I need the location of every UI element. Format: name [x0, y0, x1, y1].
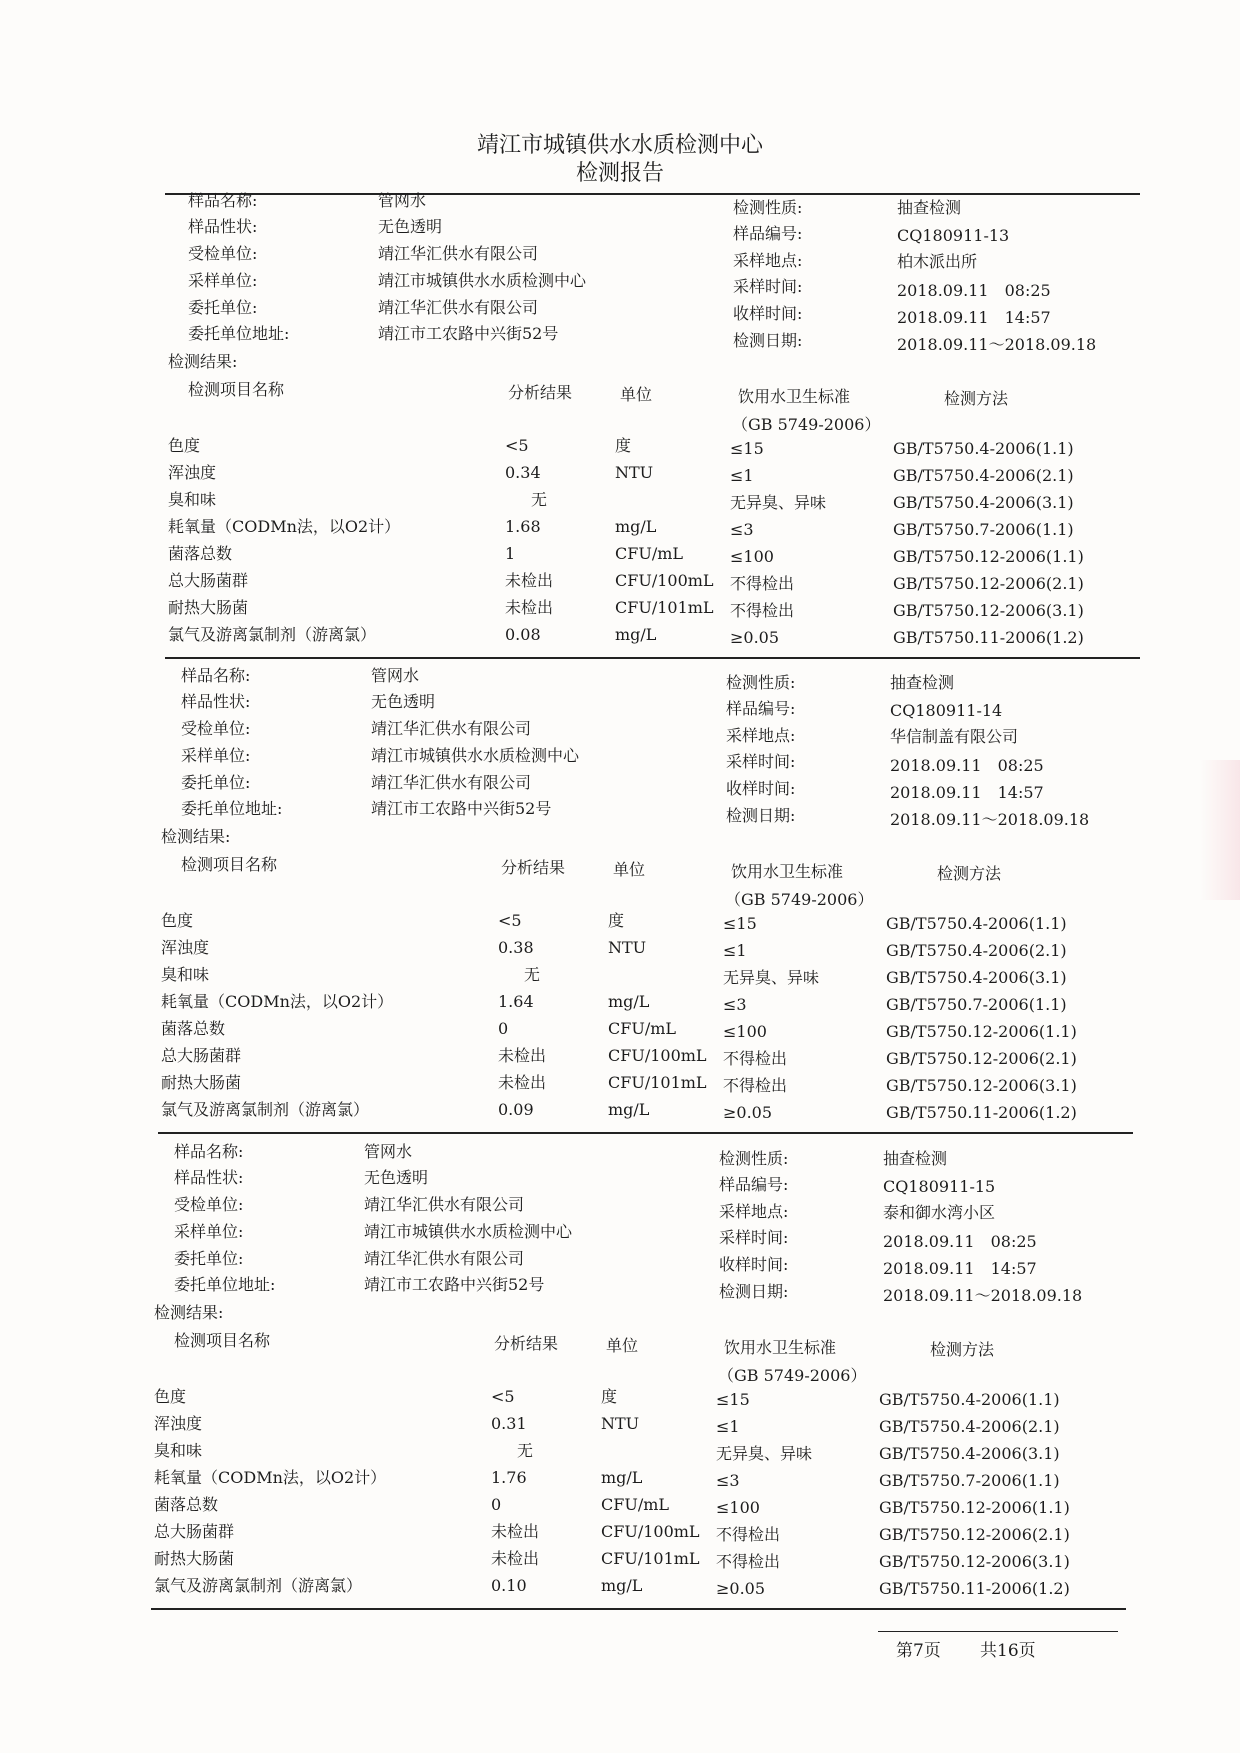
row-std: ≤1	[730, 466, 754, 485]
row-unit: mg/L	[601, 1468, 643, 1487]
col-item-header: 检测项目名称	[181, 855, 278, 874]
client-unit-value: 靖江华汇供水有限公司	[364, 1249, 525, 1268]
sample-no-label: 样品编号:	[733, 224, 803, 243]
row-unit: CFU/100mL	[601, 1522, 700, 1541]
test-nature-label: 检测性质:	[733, 198, 803, 217]
test-nature-label: 检测性质:	[719, 1149, 789, 1168]
row-std: ≤1	[716, 1417, 740, 1436]
sample-no-value: CQ180911-14	[890, 701, 1003, 720]
row-result: 0.34	[505, 463, 541, 482]
row-result: 0	[491, 1495, 502, 1514]
sample-char-label: 样品性状:	[181, 692, 251, 711]
row-unit: CFU/101mL	[615, 598, 714, 617]
row-method: GB/T5750.4-2006(3.1)	[893, 493, 1074, 512]
row-method: GB/T5750.7-2006(1.1)	[886, 995, 1067, 1014]
row-std: ≤100	[730, 547, 774, 566]
row-method: GB/T5750.12-2006(3.1)	[879, 1552, 1070, 1571]
row-item: 耐热大肠菌	[161, 1073, 242, 1092]
col-method-header: 检测方法	[944, 389, 1009, 408]
row-item: 耗氧量（CODMn法，以O2计）	[161, 992, 394, 1011]
row-item: 色度	[168, 436, 201, 455]
test-nature-value: 抽查检测	[883, 1149, 948, 1168]
row-item: 菌落总数	[161, 1019, 226, 1038]
col-method-header: 检测方法	[937, 864, 1002, 883]
test-date-value: 2018.09.11～2018.09.18	[883, 1286, 1083, 1305]
sampling-unit-label: 采样单位:	[174, 1222, 244, 1241]
client-unit-label: 委托单位:	[174, 1249, 244, 1268]
row-item: 浑浊度	[168, 463, 217, 482]
row-result: 1.68	[505, 517, 541, 536]
col-result-header: 分析结果	[508, 383, 573, 402]
row-result: 未检出	[498, 1046, 547, 1065]
row-std: ≤15	[723, 914, 757, 933]
client-address-label: 委托单位地址:	[188, 324, 290, 343]
sampling-time-value: 2018.09.11 08:25	[883, 1232, 1037, 1251]
sampling-unit-value: 靖江市城镇供水水质检测中心	[364, 1222, 573, 1241]
sample-no-value: CQ180911-13	[897, 226, 1010, 245]
row-result: 未检出	[491, 1549, 540, 1568]
test-date-label: 检测日期:	[733, 331, 803, 350]
row-item: 耐热大肠菌	[154, 1549, 235, 1568]
col-std-header: 饮用水卫生标准	[738, 387, 851, 406]
row-unit: 度	[601, 1387, 618, 1406]
receive-time-value: 2018.09.11 14:57	[890, 783, 1044, 802]
results-label: 检测结果:	[161, 827, 231, 846]
row-std: 不得检出	[723, 1076, 788, 1095]
row-result: 未检出	[498, 1073, 547, 1092]
col-std-header: 饮用水卫生标准	[724, 1338, 837, 1357]
sample-char-label: 样品性状:	[188, 217, 258, 236]
col-result-header: 分析结果	[494, 1334, 559, 1353]
page-number: 第7页	[896, 1641, 941, 1661]
row-unit: 度	[615, 436, 632, 455]
row-method: GB/T5750.4-2006(2.1)	[893, 466, 1074, 485]
row-std: 不得检出	[730, 574, 795, 593]
row-item: 耗氧量（CODMn法，以O2计）	[168, 517, 401, 536]
row-item: 臭和味	[161, 965, 210, 984]
client-address-label: 委托单位地址:	[174, 1275, 276, 1294]
test-date-label: 检测日期:	[726, 806, 796, 825]
row-item: 氯气及游离氯制剂（游离氯）	[154, 1576, 363, 1595]
sample-no-value: CQ180911-15	[883, 1177, 996, 1196]
sampling-site-value: 泰和御水湾小区	[883, 1203, 996, 1222]
col-std-subheader: （GB 5749-2006）	[725, 890, 874, 909]
row-std: ≤3	[723, 995, 747, 1014]
sampling-unit-label: 采样单位:	[181, 746, 251, 765]
row-result: 未检出	[505, 598, 554, 617]
row-method: GB/T5750.4-2006(1.1)	[893, 439, 1074, 458]
sample-no-label: 样品编号:	[719, 1175, 789, 1194]
receive-time-value: 2018.09.11 14:57	[883, 1259, 1037, 1278]
sampling-unit-value: 靖江市城镇供水水质检测中心	[371, 746, 580, 765]
row-result: <5	[491, 1387, 515, 1406]
row-item: 色度	[161, 911, 194, 930]
row-item: 色度	[154, 1387, 187, 1406]
client-unit-value: 靖江华汇供水有限公司	[371, 773, 532, 792]
row-method: GB/T5750.4-2006(2.1)	[886, 941, 1067, 960]
sample-char-value: 无色透明	[371, 692, 436, 711]
row-unit: 度	[608, 911, 625, 930]
row-unit: CFU/100mL	[608, 1046, 707, 1065]
sample-char-value: 无色透明	[364, 1168, 429, 1187]
row-result: 1.76	[491, 1468, 527, 1487]
row-std: 不得检出	[723, 1049, 788, 1068]
sampling-unit-label: 采样单位:	[188, 271, 258, 290]
row-result: 未检出	[491, 1522, 540, 1541]
row-item: 浑浊度	[161, 938, 210, 957]
row-method: GB/T5750.4-2006(1.1)	[886, 914, 1067, 933]
row-item: 浑浊度	[154, 1414, 203, 1433]
row-result: 0.38	[498, 938, 534, 957]
row-result: 未检出	[505, 571, 554, 590]
row-result: 1.64	[498, 992, 534, 1011]
sampling-site-label: 采样地点:	[726, 726, 796, 745]
client-address-label: 委托单位地址:	[181, 799, 283, 818]
col-std-subheader: （GB 5749-2006）	[732, 415, 881, 434]
row-result: 无	[524, 965, 541, 984]
row-item: 菌落总数	[168, 544, 233, 563]
row-unit: mg/L	[615, 625, 657, 644]
client-address-value: 靖江市工农路中兴街52号	[378, 324, 559, 343]
col-unit-header: 单位	[620, 385, 653, 404]
sample-name-value: 管网水	[364, 1142, 413, 1161]
row-method: GB/T5750.12-2006(3.1)	[893, 601, 1084, 620]
row-std: ≤3	[730, 520, 754, 539]
page-total: 共16页	[980, 1641, 1036, 1661]
row-result: <5	[505, 436, 529, 455]
client-unit-label: 委托单位:	[188, 298, 258, 317]
row-result: 无	[517, 1441, 534, 1460]
row-std: ≥0.05	[716, 1579, 766, 1598]
receive-time-label: 收样时间:	[726, 779, 796, 798]
inspected-unit-label: 受检单位:	[181, 719, 251, 738]
inspected-unit-value: 靖江华汇供水有限公司	[364, 1195, 525, 1214]
row-unit: CFU/101mL	[608, 1073, 707, 1092]
row-method: GB/T5750.4-2006(2.1)	[879, 1417, 1060, 1436]
row-std: ≤1	[723, 941, 747, 960]
row-std: ≤3	[716, 1471, 740, 1490]
col-std-header: 饮用水卫生标准	[731, 862, 844, 881]
row-method: GB/T5750.12-2006(2.1)	[879, 1525, 1070, 1544]
row-item: 总大肠菌群	[161, 1046, 242, 1065]
row-std: 不得检出	[716, 1552, 781, 1571]
test-date-value: 2018.09.11～2018.09.18	[890, 810, 1090, 829]
row-method: GB/T5750.11-2006(1.2)	[893, 628, 1084, 647]
inspected-unit-value: 靖江华汇供水有限公司	[371, 719, 532, 738]
row-unit: NTU	[601, 1414, 640, 1433]
row-unit: CFU/100mL	[615, 571, 714, 590]
row-method: GB/T5750.12-2006(1.1)	[879, 1498, 1070, 1517]
footer-rule	[878, 1631, 1118, 1632]
row-result: 0.10	[491, 1576, 527, 1595]
test-nature-value: 抽查检测	[897, 198, 962, 217]
row-item: 臭和味	[168, 490, 217, 509]
sampling-site-value: 华信制盖有限公司	[890, 727, 1019, 746]
row-item: 总大肠菌群	[168, 571, 249, 590]
row-std: ≤15	[716, 1390, 750, 1409]
row-unit: CFU/mL	[615, 544, 684, 563]
sampling-time-label: 采样时间:	[719, 1228, 789, 1247]
inspected-unit-label: 受检单位:	[188, 244, 258, 263]
row-unit: NTU	[608, 938, 647, 957]
sample-block	[0, 951, 1226, 1598]
row-unit: CFU/mL	[601, 1495, 670, 1514]
row-result: 0	[498, 1019, 509, 1038]
row-method: GB/T5750.12-2006(1.1)	[886, 1022, 1077, 1041]
row-result: 0.08	[505, 625, 541, 644]
row-result: 0.31	[491, 1414, 527, 1433]
sample-char-value: 无色透明	[378, 217, 443, 236]
row-item: 氯气及游离氯制剂（游离氯）	[168, 625, 377, 644]
col-method-header: 检测方法	[930, 1340, 995, 1359]
test-date-label: 检测日期:	[719, 1282, 789, 1301]
receive-time-label: 收样时间:	[733, 304, 803, 323]
row-std: 不得检出	[730, 601, 795, 620]
row-item: 臭和味	[154, 1441, 203, 1460]
row-unit: mg/L	[608, 992, 650, 1011]
row-unit: mg/L	[615, 517, 657, 536]
row-unit: NTU	[615, 463, 654, 482]
row-unit: CFU/mL	[608, 1019, 677, 1038]
row-std: ≤15	[730, 439, 764, 458]
col-item-header: 检测项目名称	[188, 380, 285, 399]
sample-name-label: 样品名称:	[188, 191, 258, 210]
client-unit-label: 委托单位:	[181, 773, 251, 792]
row-unit: mg/L	[608, 1100, 650, 1119]
sampling-time-value: 2018.09.11 08:25	[890, 756, 1044, 775]
receive-time-label: 收样时间:	[719, 1255, 789, 1274]
test-nature-label: 检测性质:	[726, 673, 796, 692]
test-date-value: 2018.09.11～2018.09.18	[897, 335, 1097, 354]
sampling-site-value: 柏木派出所	[897, 252, 978, 271]
row-method: GB/T5750.7-2006(1.1)	[893, 520, 1074, 539]
row-std: ≤100	[723, 1022, 767, 1041]
col-std-subheader: （GB 5749-2006）	[718, 1366, 867, 1385]
row-method: GB/T5750.4-2006(3.1)	[879, 1444, 1060, 1463]
row-result: 0.09	[498, 1100, 534, 1119]
receive-time-value: 2018.09.11 14:57	[897, 308, 1051, 327]
client-address-value: 靖江市工农路中兴街52号	[371, 799, 552, 818]
row-result: 1	[505, 544, 516, 563]
sample-name-label: 样品名称:	[181, 666, 251, 685]
sampling-site-label: 采样地点:	[719, 1202, 789, 1221]
sampling-time-label: 采样时间:	[726, 752, 796, 771]
row-item: 耐热大肠菌	[168, 598, 249, 617]
report-subtitle: 检测报告	[575, 161, 664, 186]
col-unit-header: 单位	[613, 860, 646, 879]
client-address-value: 靖江市工农路中兴街52号	[364, 1275, 545, 1294]
block-rule	[151, 1608, 1126, 1610]
inspected-unit-label: 受检单位:	[174, 1195, 244, 1214]
row-item: 菌落总数	[154, 1495, 219, 1514]
row-item: 耗氧量（CODMn法，以O2计）	[154, 1468, 387, 1487]
results-label: 检测结果:	[168, 352, 238, 371]
row-std: 无异臭、异味	[716, 1444, 813, 1463]
row-item: 总大肠菌群	[154, 1522, 235, 1541]
row-method: GB/T5750.7-2006(1.1)	[879, 1471, 1060, 1490]
sample-name-value: 管网水	[371, 666, 420, 685]
row-method: GB/T5750.12-2006(1.1)	[893, 547, 1084, 566]
row-method: GB/T5750.4-2006(1.1)	[879, 1390, 1060, 1409]
col-item-header: 检测项目名称	[174, 1331, 271, 1350]
row-std: 无异臭、异味	[730, 493, 827, 512]
sampling-unit-value: 靖江市城镇供水水质检测中心	[378, 271, 587, 290]
sampling-time-label: 采样时间:	[733, 277, 803, 296]
row-method: GB/T5750.12-2006(3.1)	[886, 1076, 1077, 1095]
sample-no-label: 样品编号:	[726, 699, 796, 718]
row-std: 不得检出	[716, 1525, 781, 1544]
col-unit-header: 单位	[606, 1336, 639, 1355]
row-result: 无	[531, 490, 548, 509]
row-method: GB/T5750.12-2006(2.1)	[886, 1049, 1077, 1068]
row-method: GB/T5750.11-2006(1.2)	[879, 1579, 1070, 1598]
row-std: 无异臭、异味	[723, 968, 820, 987]
row-std: ≤100	[716, 1498, 760, 1517]
row-unit: CFU/101mL	[601, 1549, 700, 1568]
sampling-site-label: 采样地点:	[733, 251, 803, 270]
sample-block	[0, 0, 1240, 647]
row-std: ≥0.05	[723, 1103, 773, 1122]
client-unit-value: 靖江华汇供水有限公司	[378, 298, 539, 317]
row-unit: mg/L	[601, 1576, 643, 1595]
sample-char-label: 样品性状:	[174, 1168, 244, 1187]
sample-name-label: 样品名称:	[174, 1142, 244, 1161]
sample-block	[0, 475, 1233, 1122]
row-result: <5	[498, 911, 522, 930]
sampling-time-value: 2018.09.11 08:25	[897, 281, 1051, 300]
test-nature-value: 抽查检测	[890, 673, 955, 692]
col-result-header: 分析结果	[501, 858, 566, 877]
report-title: 靖江市城镇供水水质检测中心	[476, 133, 763, 158]
row-std: ≥0.05	[730, 628, 780, 647]
row-item: 氯气及游离氯制剂（游离氯）	[161, 1100, 370, 1119]
results-label: 检测结果:	[154, 1303, 224, 1322]
paper-stain	[1200, 760, 1240, 900]
inspected-unit-value: 靖江华汇供水有限公司	[378, 244, 539, 263]
sample-name-value: 管网水	[378, 191, 427, 210]
row-method: GB/T5750.12-2006(2.1)	[893, 574, 1084, 593]
row-method: GB/T5750.11-2006(1.2)	[886, 1103, 1077, 1122]
row-method: GB/T5750.4-2006(3.1)	[886, 968, 1067, 987]
